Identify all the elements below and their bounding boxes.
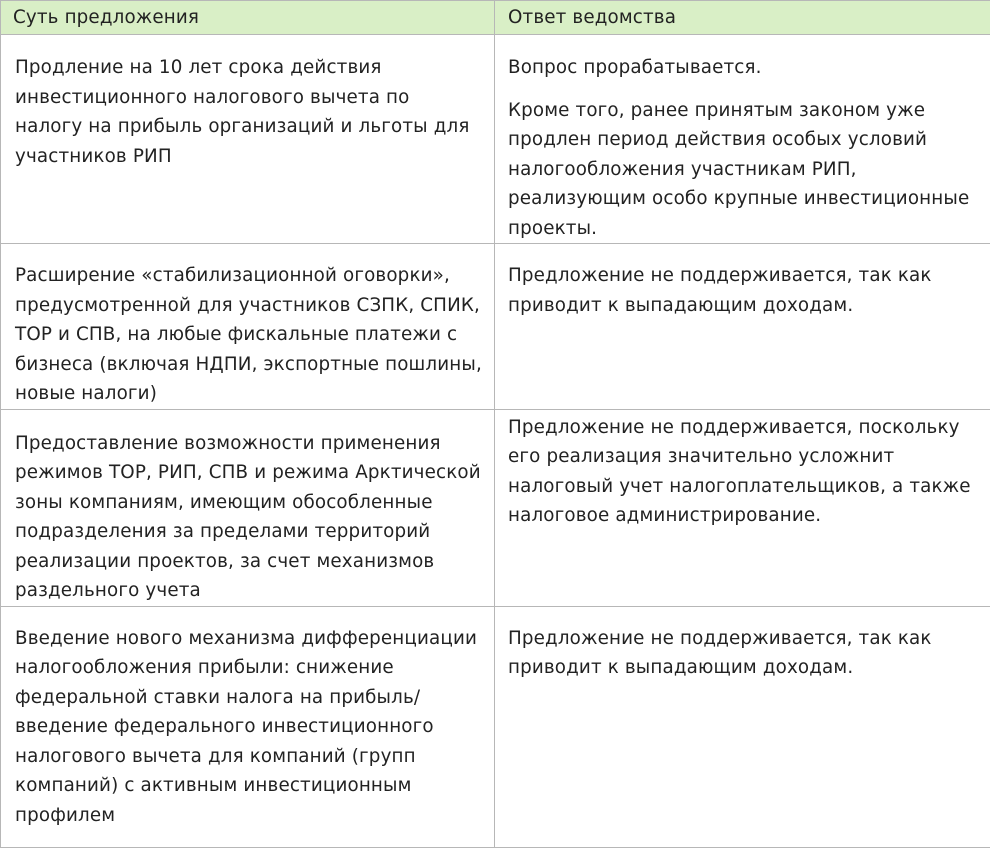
proposal-cell (1, 606, 495, 847)
header-response: Ответ ведомства (495, 1, 990, 35)
table-row (1, 606, 990, 847)
proposal-text: Предоставление возможности применения режимов ТОР, РИП, СПВ и режима Арктической зоны компаниям, имеющим обособленные подразделения за пределами территорий реализации проектов, за счет механизмов раздельного учета (15, 410, 482, 606)
table-row (1, 409, 990, 606)
proposal-cell (1, 35, 495, 244)
table-header-row (1, 1, 990, 35)
table-row (1, 35, 990, 244)
header-proposal: Суть предложения (1, 1, 495, 35)
response-cell (495, 244, 990, 410)
response-text: Предложение не поддерживается, так как приводит к выпадающим доходам. (508, 244, 982, 320)
response-text-extra: Кроме того, ранее принятым законом уже продлен период действия особых условий налогообложения участникам РИП, реализующим особо крупные инвестиционные проекты. (508, 96, 982, 244)
response-text: Вопрос прорабатывается. (508, 35, 982, 83)
response-cell (495, 409, 990, 606)
response-cell (495, 606, 990, 847)
proposal-cell (1, 409, 495, 606)
table-row (1, 244, 990, 410)
proposal-text: Введение нового механизма дифференциации налогообложения прибыли: снижение федеральной ставки налога на прибыль/введение федерального инвестиционного налогового вычета для компаний (групп компаний) с активным инвестиционным профилем (15, 607, 482, 831)
response-cell (495, 35, 990, 244)
proposal-text: Расширение «стабилизационной оговорки», предусмотренной для участников СЗПК, СПИК, ТОР и СПВ, на любые фискальные платежи с бизнеса (включая НДПИ, экспортные пошлины, новые налоги) (15, 244, 482, 409)
response-text: Предложение не поддерживается, так как приводит к выпадающим доходам. (508, 607, 982, 683)
proposal-text: Продление на 10 лет срока действия инвестиционного налогового вычета по налогу на прибыль организаций и льготы для участников РИП (15, 35, 482, 171)
proposal-cell (1, 244, 495, 410)
response-text: Предложение не поддерживается, поскольку его реализация значительно усложнит налоговый учет налогоплательщиков, а также налоговое администрирование. (508, 410, 982, 531)
